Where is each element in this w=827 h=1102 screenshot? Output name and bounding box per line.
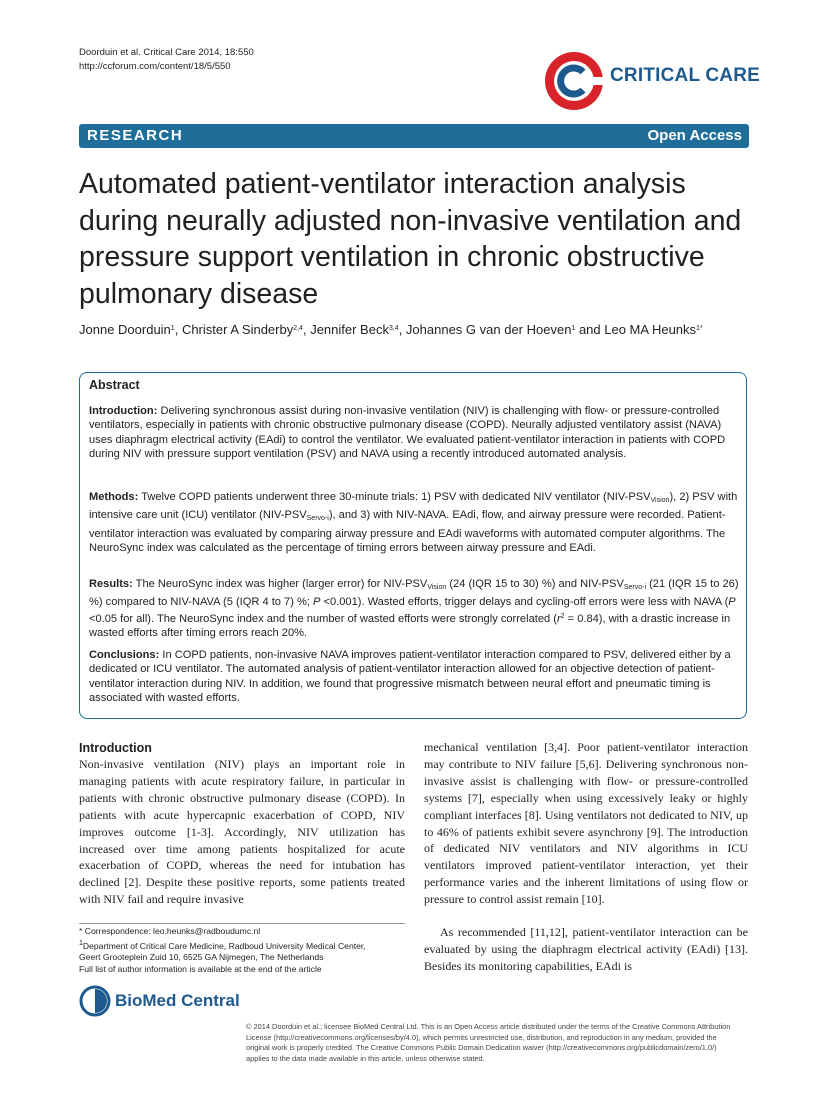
article-url[interactable]	[79, 60, 231, 73]
correspondence[interactable]: * Correspondence: leo.heunks@radboudumc.nl	[79, 926, 261, 936]
introduction-text: Delivering synchronous assist during non-invasive ventilation (NIV) is challenging with flow- or pressure-controlled ventilators, especially in patients with chronic obstructive pulmonary disease (COPD). Neurally adjusted ventilatory assist (NAVA) uses diaphragm electrical activity (EAdi) to control the ventilator. We evaluated patient-ventilator interaction in patients with COPD during NIV with pressure support ventilation (PSV) and NAVA using a recently introduced automated analysis.	[89, 405, 726, 460]
author-5[interactable]: Leo MA Heunks	[604, 322, 697, 337]
biomed-central-logo-icon	[79, 985, 111, 1017]
results-p-symbol: P	[728, 596, 736, 609]
abstract-results	[89, 577, 739, 640]
publisher-logo-text: BioMed Central	[115, 991, 240, 1010]
author-2-aff: 2,4	[293, 325, 303, 332]
author-separator: ,	[398, 322, 406, 337]
author-4[interactable]: Johannes G van der Hoeven	[405, 322, 572, 337]
results-sub-servo: Servo-i	[623, 584, 647, 591]
introduction-heading: Introduction	[79, 741, 152, 755]
methods-text-c: ), and 3) with NIV-NAVA. EAdi, flow, and airway pressure were recorded. Patient-ventilator interaction was evaluated by comparing airway pressure and EAdi waveforms with automated computer algorithms. The NeuroSync index was calculated as the percentage of timing errors between airway pressure and EAdi.	[89, 509, 726, 554]
abstract-conclusions	[89, 648, 739, 705]
article-type: RESEARCH	[87, 127, 184, 144]
abstract-heading: Abstract	[89, 378, 140, 392]
author-2[interactable]: Christer A Sinderby	[181, 322, 294, 337]
results-p-symbol: P	[313, 596, 321, 609]
methods-text-b: ), 2) PSV with intensive care unit (ICU) ventilator (NIV-PSV	[89, 491, 738, 522]
intro-column-2: mechanical ventilation [3,4]. Poor patient-ventilator interaction may contribute to NIV failure [5,6]. Delivering synchronous non-invasive assist is challenging with flow- or pressure-controlled systems [7], especially when using excessively leaky or highly compliant interfaces [8]. Using ventilators not dedicated to NIV, up to 46% of patients exhibit severe asynchrony [9]. The introduction of dedicated NIV ventilators and NIV algorithms in ICU ventilators improved patient-ventilator interaction, yet their performance varies and the inherent limitations of using flow or pressure to control assist remain [10].	[424, 740, 748, 907]
results-text-a: The NeuroSync index was higher (larger error) for NIV-PSV	[135, 578, 428, 590]
critical-care-logo-icon	[543, 50, 605, 112]
intro-column-2-para2: As recommended [11,12], patient-ventilator interaction can be evaluated by using the diaphragm electrical activity (EAdi) [13]. Besides its monitoring capabilities, EAdi is	[424, 925, 748, 973]
author-and: and	[575, 322, 605, 337]
affiliation-line-2: Geert Grooteplein Zuid 10, 6525 GA Nijmegen, The Netherlands	[79, 952, 324, 962]
author-3[interactable]: Jennifer Beck	[310, 322, 389, 337]
author-5-aff: 1*	[696, 325, 703, 332]
author-separator: ,	[302, 322, 311, 337]
full-list-note: Full list of author information is available at the end of the article	[79, 963, 322, 974]
methods-sub-vision: Vision	[650, 497, 670, 504]
author-3-aff: 3,4	[388, 325, 399, 332]
abstract-methods	[89, 490, 739, 555]
citation: Doorduin et al. Critical Care 2014, 18:550	[79, 47, 254, 58]
abstract-introduction	[89, 404, 739, 461]
license-text: © 2014 Doorduin et al.; licensee BioMed Central Ltd. This is an Open Access article distributed under the terms of the Creative Commons Attribution License (http://creativecommons.org/licenses/by/4.0), which permits unrestricted use, distribution, and reproduction in any medium, provided the original work is properly credited. The Creative Commons Public Domain Dedication waiver (http://creativecommons.org/publicdomain/zero/1.0/) applies to the data made available in this article, unless otherwise stated.	[246, 1022, 731, 1063]
affiliation-line-1: Department of Critical Care Medicine, Radboud University Medical Center,	[82, 940, 366, 951]
results-label: Results:	[89, 578, 133, 590]
methods-label: Methods:	[89, 491, 139, 503]
results-r-symbol: r	[556, 612, 561, 625]
open-access-label: Open Access	[647, 127, 742, 144]
affiliation-mark: 1	[79, 939, 83, 947]
article-title: Automated patient-ventilator interaction analysis during neurally adjusted non-invasive ventilation and pressure support ventilation in chronic obstructive pulmonary disease	[79, 168, 742, 310]
article-url-text: http://ccforum.com/content/18/5/550	[79, 61, 231, 72]
affiliation	[79, 938, 409, 953]
methods-text-a: Twelve COPD patients underwent three 30-minute trials: 1) PSV with dedicated NIV ventilator (NIV-PSV	[141, 491, 651, 503]
journal-logo-text: CRITICAL CARE	[610, 65, 761, 86]
results-text-c: (21 (IQR 15 to 26) %) compared to NIV-NAVA (5 (IQR 4 to 7) %;	[89, 578, 739, 609]
author-4-aff: 1	[571, 325, 576, 332]
results-text-b: (24 (IQR 15 to 30) %) and NIV-PSV	[446, 578, 624, 590]
author-list	[79, 322, 769, 337]
results-sub-vision: Vision	[427, 584, 447, 591]
results-text-d: <0.001). Wasted efforts, trigger delays and cycling-off errors were less with NAVA (	[320, 596, 729, 609]
citation-line	[79, 46, 254, 59]
author-1[interactable]: Jonne Doorduin	[79, 322, 171, 337]
results-text-e: <0.05 for all). The NeuroSync index and the number of wasted efforts were strongly correlated (	[89, 612, 557, 625]
conclusions-text: In COPD patients, non-invasive NAVA improves patient-ventilator interaction compared to PSV, delivered either by a dedicated or ICU ventilator. The automated analysis of patient-ventilator interaction allowed for an objective detection of patient-ventilator interaction during NIV. In addition, we found that progressive mismatch between neural effort and pneumatic timing is associated with wasted efforts.	[89, 649, 731, 704]
introduction-label: Introduction:	[89, 405, 158, 417]
methods-sub-servo: Servo-i	[306, 515, 329, 523]
author-separator: ,	[174, 322, 182, 337]
footnote-divider	[79, 923, 405, 924]
research-banner	[79, 124, 749, 148]
results-r-squared: 2	[560, 612, 565, 620]
author-1-aff: 1	[170, 325, 175, 332]
footnotes	[79, 926, 409, 975]
results-text-f: = 0.84), with a drastic increase in wasted efforts after timing errors reach 20%.	[89, 612, 731, 639]
conclusions-label: Conclusions:	[89, 649, 160, 661]
intro-column-1: Non-invasive ventilation (NIV) plays an important role in managing patients with acute respiratory failure, in particular in patients with chronic obstructive pulmonary disease (COPD). In patients with acute hypercapnic exacerbation of COPD, NIV improves outcome [1-3]. Accordingly, NIV utilization has increased over time among patients hospitalized for acute exacerbation of COPD, whereas the need for intubation has declined [2]. Despite these positive reports, some patients treated with NIV fail and require invasive	[79, 757, 405, 907]
